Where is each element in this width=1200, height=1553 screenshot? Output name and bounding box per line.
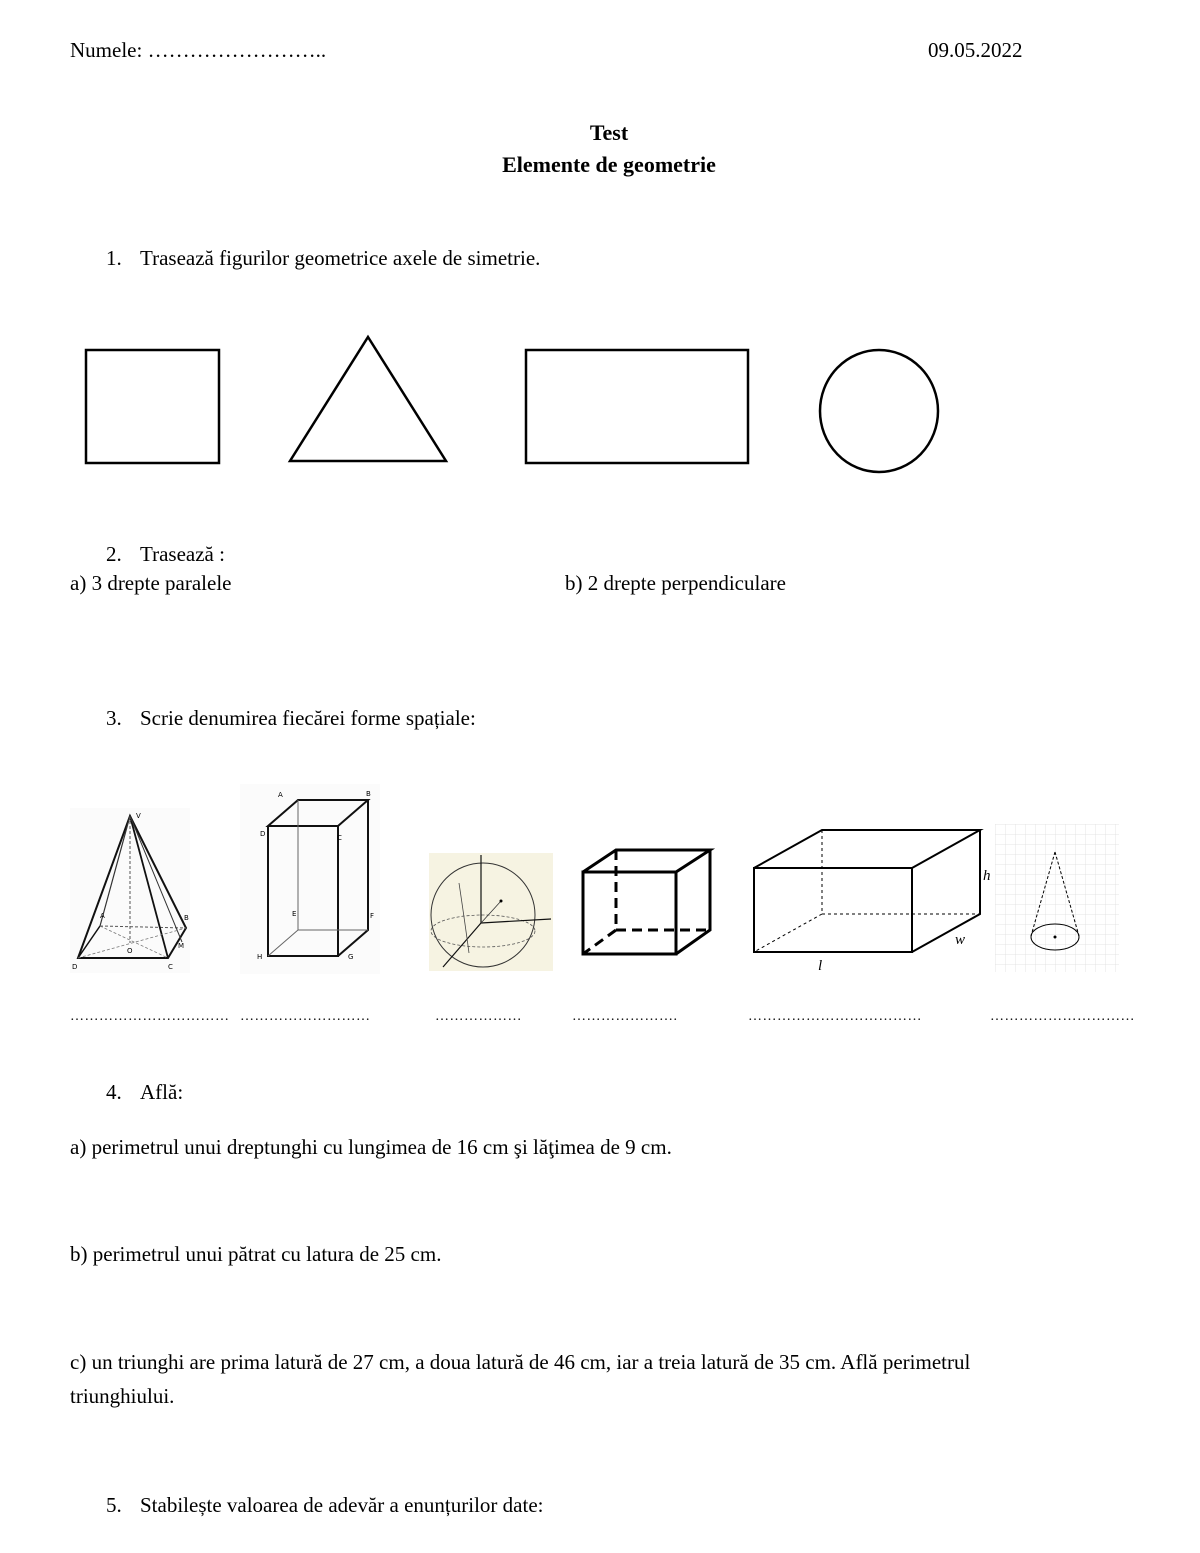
question-number: 4. bbox=[106, 1080, 122, 1104]
label-b: B bbox=[184, 914, 189, 922]
name-label: Numele: bbox=[70, 38, 143, 62]
circle-icon bbox=[820, 350, 938, 472]
label-a: A bbox=[278, 791, 283, 799]
q4-item-a: a) perimetrul unui dreptunghi cu lungimea de 16 cm şi lăţimea de 9 cm. bbox=[70, 1135, 672, 1159]
rectangle-icon bbox=[526, 350, 748, 463]
question-1 bbox=[106, 246, 540, 271]
label-v: V bbox=[136, 812, 141, 820]
question-text: Trasează : bbox=[140, 542, 225, 566]
question-number: 1. bbox=[106, 246, 122, 270]
answer-blank-3[interactable]: ……………… bbox=[435, 1009, 522, 1024]
sphere-icon bbox=[429, 853, 553, 971]
question-text: Stabilește valoarea de adevăr a enunțurilor date: bbox=[140, 1493, 544, 1517]
title-subject: Elemente de geometrie bbox=[502, 152, 716, 177]
label-g: G bbox=[348, 953, 354, 961]
answer-blank-1[interactable]: …………………………… bbox=[70, 1009, 230, 1024]
question-5 bbox=[106, 1493, 543, 1518]
answer-blank-2[interactable]: ……………………… bbox=[240, 1009, 371, 1024]
question-4 bbox=[106, 1080, 183, 1105]
q2-item-a: a) 3 drepte paralele bbox=[70, 571, 232, 595]
q2-item-b: b) 2 drepte perpendiculare bbox=[565, 571, 786, 595]
question-text: Scrie denumirea fiecărei forme spațiale: bbox=[140, 706, 476, 730]
label-d: D bbox=[260, 830, 266, 838]
question-text: Trasează figurilor geometrice axele de simetrie. bbox=[140, 246, 541, 270]
label-f: F bbox=[370, 912, 375, 920]
title-test: Test bbox=[589, 120, 629, 145]
label-l: l bbox=[818, 958, 823, 974]
pyramid-icon bbox=[70, 808, 190, 973]
answer-blank-4[interactable]: …………………. bbox=[572, 1009, 678, 1024]
rectangular-prism-icon bbox=[240, 784, 380, 974]
label-a: A bbox=[100, 912, 105, 920]
label-o: O bbox=[127, 947, 133, 955]
question-text: Află: bbox=[140, 1080, 184, 1104]
answer-blank-5[interactable]: ……………………………… bbox=[748, 1009, 922, 1024]
triangle-icon bbox=[290, 337, 446, 461]
q1-figures bbox=[0, 325, 1200, 485]
label-c: C bbox=[337, 834, 342, 842]
cube-icon bbox=[580, 846, 716, 958]
label-h: h bbox=[983, 868, 991, 884]
question-number: 2. bbox=[106, 542, 122, 566]
q4-item-c-line2: triunghiului. bbox=[70, 1384, 175, 1408]
label-e: E bbox=[292, 910, 297, 918]
q4-item-b: b) perimetrul unui pătrat cu latura de 25 cm. bbox=[70, 1242, 442, 1266]
label-w: w bbox=[955, 932, 966, 948]
date: 09.05.2022 bbox=[928, 38, 1023, 62]
name-field bbox=[70, 38, 326, 63]
label-c: C bbox=[168, 963, 173, 971]
label-d: D bbox=[72, 963, 78, 971]
cuboid-icon bbox=[750, 826, 1000, 976]
label-b: B bbox=[366, 790, 371, 798]
question-3 bbox=[106, 706, 476, 731]
question-2 bbox=[106, 542, 225, 567]
cone-icon bbox=[995, 824, 1119, 972]
question-number: 3. bbox=[106, 706, 122, 730]
label-h: H bbox=[257, 953, 263, 961]
name-blank: …………………….. bbox=[147, 38, 327, 62]
answer-blank-6[interactable]: ………………………… bbox=[990, 1009, 1135, 1024]
question-number: 5. bbox=[106, 1493, 122, 1517]
label-m: M bbox=[178, 942, 185, 950]
q4-item-c-line1: c) un triunghi are prima latură de 27 cm, a doua latură de 46 cm, iar a treia latură de 35 cm. Află perimetrul bbox=[70, 1350, 971, 1374]
square-icon bbox=[86, 350, 219, 463]
